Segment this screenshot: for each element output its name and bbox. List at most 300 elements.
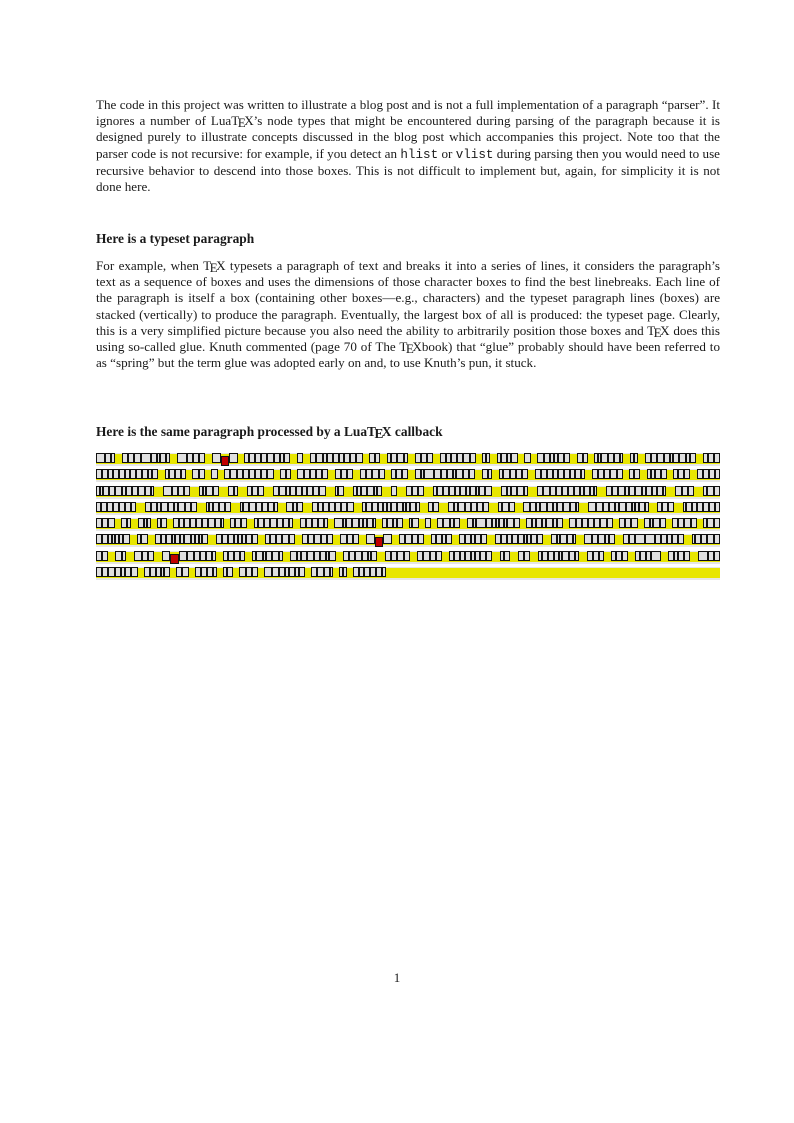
glyph-box [425, 518, 431, 528]
glyph-box [330, 567, 334, 577]
glyph-box [486, 551, 492, 561]
glyph-word [340, 534, 359, 546]
glyph-box [660, 518, 666, 528]
glyph-box [509, 502, 515, 512]
intro-text-3: during parsing then you would need to use recursive behavior to descend into those boxes. This is not difficult to implement but, again, for simplicity it is not done here. [96, 145, 720, 195]
glyph-box [416, 502, 420, 512]
glyph-word [692, 534, 720, 546]
glyph-word [247, 486, 264, 498]
glyph-word [96, 502, 136, 514]
glyph-word [644, 518, 666, 530]
glyph-box [163, 486, 172, 496]
glyph-box [424, 469, 434, 479]
glyph-word [360, 469, 385, 481]
glyph-box [177, 453, 187, 463]
glyph-box [524, 551, 530, 561]
glyph-box [179, 551, 188, 561]
glyph-box [668, 502, 674, 512]
glyph-box [284, 453, 290, 463]
glyph-words [96, 534, 720, 546]
glyph-box [504, 551, 510, 561]
glyph-word [382, 518, 402, 530]
glyph-box [511, 453, 517, 463]
glyph-box [122, 551, 127, 561]
typeset-text-4: Xbook) that “glue” probably should have been referred to as “spring” but the term glue was adopted early on and, to use Knuth’s pun, it stuck. [96, 339, 720, 371]
glyph-word [647, 469, 667, 481]
glyph-word [96, 453, 115, 465]
glyph-word [369, 453, 380, 465]
tex-lowered-e: E [209, 260, 218, 275]
glyph-word [523, 502, 579, 514]
glyph-word [96, 551, 108, 563]
section-heading-luatex-callback [96, 424, 443, 440]
typeset-text-1: For example, when T [96, 258, 212, 273]
glyph-box [645, 502, 649, 512]
glyph-word [498, 502, 515, 514]
glyph-box [347, 502, 353, 512]
glyph-word [312, 502, 354, 514]
glyph-box [617, 469, 623, 479]
glyph-box [678, 534, 684, 544]
glyph-box [375, 453, 380, 463]
glyph-box [343, 567, 348, 577]
glyph-box [481, 534, 487, 544]
glyph-box [684, 551, 690, 561]
glyph-box [134, 551, 143, 561]
glyph-box [576, 502, 580, 512]
glyph-word [155, 534, 208, 546]
glyph-words [96, 469, 720, 481]
glyph-word [163, 486, 190, 498]
processed-paragraph [96, 450, 720, 580]
glyph-word [343, 551, 377, 563]
glyph-box [634, 453, 639, 463]
glyph-word [645, 453, 696, 465]
glyph-box [289, 534, 295, 544]
glyph-box [698, 551, 708, 561]
glyph-word [584, 534, 616, 546]
glyph-word [195, 567, 217, 579]
glyph-box [524, 486, 529, 496]
glyph-word [577, 453, 588, 465]
glyph-word [302, 534, 333, 546]
glyph-word [569, 518, 612, 530]
glyph-box [651, 551, 661, 561]
glyph-box [522, 469, 528, 479]
glyph-word [173, 518, 224, 530]
glyph-box [234, 486, 239, 496]
glyph-box [108, 518, 114, 528]
glyph-box [714, 518, 720, 528]
glyph-word [611, 551, 628, 563]
glyph-word [162, 551, 216, 563]
glyph-word [433, 486, 491, 498]
glyph-box [161, 518, 167, 528]
glyph-box [583, 453, 588, 463]
glyph-box [297, 453, 303, 463]
glyph-word [606, 486, 666, 498]
glyph-box [353, 534, 359, 544]
glyph-box [267, 469, 273, 479]
glyph-word [176, 567, 188, 579]
glyph-box [524, 453, 530, 463]
glyph-box [588, 502, 597, 512]
glyph-word [399, 534, 424, 546]
glyph-box [599, 551, 604, 561]
kern-marker-glyph [221, 456, 230, 466]
glyph-box [164, 567, 170, 577]
glyph-box [212, 453, 221, 463]
typeset-text-2: X typesets a paragraph of text and breaks it into a series of lines, it considers the paragraph’s text as a sequence of boxes and uses the dimensions of those character boxes to find the best linebreaks. Each line of the paragraph is itself a box (containing other boxes—e.g., characters) and the typeset paragraph lines (boxes) are stacked (vertically) to produce the paragraph. Eventually, the largest box of all is produced: the typeset page. Clearly, this is a very simplified picture because you also need the ability to arbitrarily position those boxes and T [96, 258, 720, 338]
glyph-box [274, 502, 278, 512]
glyph-box [212, 551, 216, 561]
glyph-word [353, 486, 381, 498]
glyph-box [199, 453, 205, 463]
glyph-word [592, 469, 623, 481]
glyph-word [409, 518, 419, 530]
glyph-box [241, 518, 247, 528]
glyph-box [476, 518, 486, 528]
processed-line [96, 531, 720, 547]
glyph-box [229, 453, 238, 463]
glyph-box [485, 486, 491, 496]
glyph-box [391, 486, 397, 496]
code-vlist: vlist [455, 147, 494, 162]
glyph-box [102, 551, 108, 561]
glyph-box [594, 486, 598, 496]
glyph-word [121, 518, 132, 530]
glyph-box [581, 469, 586, 479]
glyph-box [213, 486, 219, 496]
glyph-word [449, 551, 492, 563]
glyph-word [192, 469, 204, 481]
glyph-box [397, 518, 403, 528]
glyph-word [551, 534, 577, 546]
glyph-box [286, 469, 291, 479]
glyph-word [535, 469, 586, 481]
glyph-box [584, 534, 593, 544]
glyph-box [221, 518, 225, 528]
glyph-box [436, 551, 442, 561]
glyph-word [297, 453, 303, 465]
tex-lowered-e: E [237, 115, 246, 131]
processed-line [96, 548, 720, 564]
glyph-word [387, 453, 408, 465]
glyph-box [371, 551, 377, 561]
glyph-box [258, 486, 264, 496]
glyph-box [366, 534, 375, 544]
glyph-word [619, 518, 638, 530]
processed-line [96, 450, 720, 466]
glyph-box [131, 567, 137, 577]
glyph-word [115, 551, 126, 563]
glyph-word [137, 534, 148, 546]
glyph-box [418, 486, 424, 496]
tex-lowered-e: E [405, 341, 414, 357]
glyph-word [96, 534, 130, 546]
kern-marker-glyph [170, 554, 179, 564]
glyph-box [688, 486, 694, 496]
glyph-word [223, 551, 244, 563]
glyph-word [448, 502, 490, 514]
glyph-box [404, 453, 409, 463]
glyph-box [715, 502, 720, 512]
intro-text-2: X’s node types that might be encountered during parsing of the paragraph because it is designed purely to illustrate concepts discussed in the blog post which accompanies this project. Note too that the parser code is not recursive: for example, if you detect an [96, 113, 721, 161]
glyph-words [96, 551, 720, 563]
glyph-box [575, 551, 580, 561]
glyph-word [239, 567, 258, 579]
glyph-word [212, 453, 238, 465]
glyph-box [691, 518, 697, 528]
glyph-box [199, 469, 205, 479]
glyph-box [264, 567, 273, 577]
tex-lowered-e: E [374, 426, 384, 441]
glyph-word [385, 551, 410, 563]
glyph-box [663, 486, 667, 496]
glyph-box [289, 518, 294, 528]
glyph-box [141, 453, 151, 463]
glyph-word [482, 469, 493, 481]
glyph-word [145, 502, 197, 514]
glyph-word [335, 469, 354, 481]
glyph-word [96, 518, 115, 530]
glyph-box [96, 453, 105, 463]
glyph-box [609, 534, 615, 544]
glyph-box [191, 502, 197, 512]
intro-text-1: The code in this project was written to illustrate a blog post and is not a full implementation of a paragraph “parser”. It ignores a number of LuaT [96, 97, 720, 129]
glyph-words [96, 518, 720, 530]
processed-line [96, 483, 720, 499]
processed-line [96, 499, 720, 515]
glyph-box [225, 502, 231, 512]
glyph-box [427, 453, 433, 463]
glyph-word [122, 453, 170, 465]
glyph-word [244, 453, 290, 465]
glyph-box [469, 469, 475, 479]
tex-lowered-e: E [653, 324, 662, 340]
glyph-box [202, 534, 208, 544]
glyph-word [391, 469, 408, 481]
glyph-box [446, 534, 452, 544]
heading-text-tail: X callback [381, 424, 443, 439]
glyph-box [111, 453, 116, 463]
glyph-word [366, 534, 392, 546]
code-hlist: hlist [400, 147, 439, 162]
glyph-word [417, 551, 442, 563]
glyph-box [402, 469, 408, 479]
glyph-word [144, 567, 171, 579]
typeset-text-3: X does this using so-called glue. Knuth commented (page 70 of The T [96, 322, 720, 355]
glyph-word [353, 567, 386, 579]
glyph-box [684, 469, 690, 479]
glyph-word [223, 567, 234, 579]
glyph-box [334, 518, 343, 528]
glyph-word [138, 518, 151, 530]
glyph-box [240, 551, 245, 561]
glyph-word [165, 469, 186, 481]
glyph-box [404, 551, 410, 561]
typeset-paragraph [96, 258, 720, 371]
glyph-box [162, 551, 171, 561]
glyph-word [273, 486, 325, 498]
glyph-box [486, 453, 491, 463]
glyph-box [564, 453, 570, 463]
glyph-word [673, 469, 690, 481]
glyph-box [715, 469, 720, 479]
glyph-word [425, 518, 431, 530]
glyph-word [297, 469, 328, 481]
glyph-box [433, 502, 439, 512]
glyph-word [211, 469, 217, 481]
glyph-box [319, 486, 325, 496]
glyph-word [675, 486, 694, 498]
glyph-words [96, 486, 720, 498]
glyph-word [206, 502, 232, 514]
glyph-box [182, 567, 188, 577]
glyph-word [177, 453, 206, 465]
glyph-box [252, 567, 258, 577]
glyph-word [310, 453, 362, 465]
glyph-word [415, 469, 475, 481]
glyph-word [252, 551, 283, 563]
glyph-word [499, 469, 528, 481]
glyph-word [230, 518, 247, 530]
glyph-word [311, 567, 333, 579]
glyph-box [373, 518, 377, 528]
glyph-box [338, 486, 344, 496]
glyph-word [265, 534, 294, 546]
glyph-box [327, 534, 333, 544]
glyph-word [518, 551, 530, 563]
glyph-word [697, 469, 720, 481]
section-heading-typeset: Here is a typeset paragraph [96, 231, 255, 246]
glyph-word [538, 551, 580, 563]
glyph-word [406, 486, 425, 498]
glyph-box [514, 518, 520, 528]
intro-paragraph [96, 97, 720, 195]
glyph-box [714, 486, 720, 496]
heading-text: Here is the same paragraph processed by a LuaT [96, 424, 376, 439]
glyph-word [240, 502, 278, 514]
glyph-box [483, 502, 489, 512]
glyph-word [254, 518, 294, 530]
glyph-word [594, 453, 623, 465]
glyph-word [588, 502, 649, 514]
glyph-word [630, 453, 638, 465]
glyph-box [537, 534, 543, 544]
glyph-box [377, 486, 382, 496]
glyph-box [141, 534, 147, 544]
glyph-box [622, 551, 628, 561]
glyph-word [497, 453, 517, 465]
glyph-box [123, 534, 129, 544]
glyph-word [428, 502, 439, 514]
glyph-word [537, 486, 597, 498]
glyph-word [467, 518, 520, 530]
glyph-word [362, 502, 419, 514]
glyph-word [657, 502, 674, 514]
glyph-box [690, 453, 696, 463]
glyph-box [211, 469, 217, 479]
glyph-word [703, 518, 720, 530]
glyph-word [668, 551, 690, 563]
glyph-word [157, 518, 167, 530]
glyph-word [703, 486, 720, 498]
glyph-word [672, 518, 697, 530]
glyph-box [152, 469, 158, 479]
glyph-box [213, 567, 217, 577]
glyph-words [96, 453, 720, 465]
glyph-word [96, 486, 154, 498]
glyph-word [134, 551, 155, 563]
glyph-box [661, 469, 667, 479]
glyph-box [131, 502, 136, 512]
glyph-word [335, 486, 345, 498]
glyph-word [495, 534, 544, 546]
glyph-box [379, 469, 385, 479]
glyph-box [147, 518, 151, 528]
glyph-word [224, 469, 274, 481]
glyph-box [418, 534, 424, 544]
glyph-word [391, 486, 397, 498]
glyph-box [470, 453, 476, 463]
glyph-word [199, 486, 218, 498]
processed-line [96, 515, 720, 531]
glyph-word [537, 453, 570, 465]
glyph-box [631, 518, 637, 528]
glyph-word [501, 486, 529, 498]
glyph-box [635, 534, 645, 544]
glyph-box [347, 469, 353, 479]
glyph-box [714, 534, 720, 544]
glyph-box [127, 518, 132, 528]
glyph-word [500, 551, 511, 563]
glyph-word [264, 567, 305, 579]
intro-text-or: or [438, 145, 456, 161]
glyph-word [415, 453, 434, 465]
glyph-box [148, 551, 154, 561]
page-number: 1 [393, 970, 401, 985]
glyph-box [329, 551, 335, 561]
glyph-word [96, 469, 158, 481]
glyph-word [482, 453, 490, 465]
glyph-box [356, 453, 362, 463]
glyph-word [228, 486, 239, 498]
glyph-word [698, 551, 720, 563]
glyph-box [412, 518, 418, 528]
glyph-box [322, 469, 328, 479]
glyph-box [714, 551, 720, 561]
processed-line [96, 564, 720, 580]
glyph-word [459, 534, 487, 546]
glyph-word [635, 551, 660, 563]
glyph-box [252, 534, 258, 544]
glyph-box [607, 518, 613, 528]
glyph-box [557, 518, 563, 528]
kern-marker-glyph [375, 537, 384, 547]
glyph-word [96, 567, 138, 579]
glyph-word [623, 534, 685, 546]
glyph-box [714, 453, 720, 463]
glyph-word [216, 534, 258, 546]
glyph-word [587, 551, 604, 563]
glyph-box [151, 486, 155, 496]
glyph-box [297, 502, 303, 512]
glyph-word [440, 453, 475, 465]
glyph-box [181, 469, 186, 479]
glyph-box [634, 469, 640, 479]
glyph-word [339, 567, 347, 579]
